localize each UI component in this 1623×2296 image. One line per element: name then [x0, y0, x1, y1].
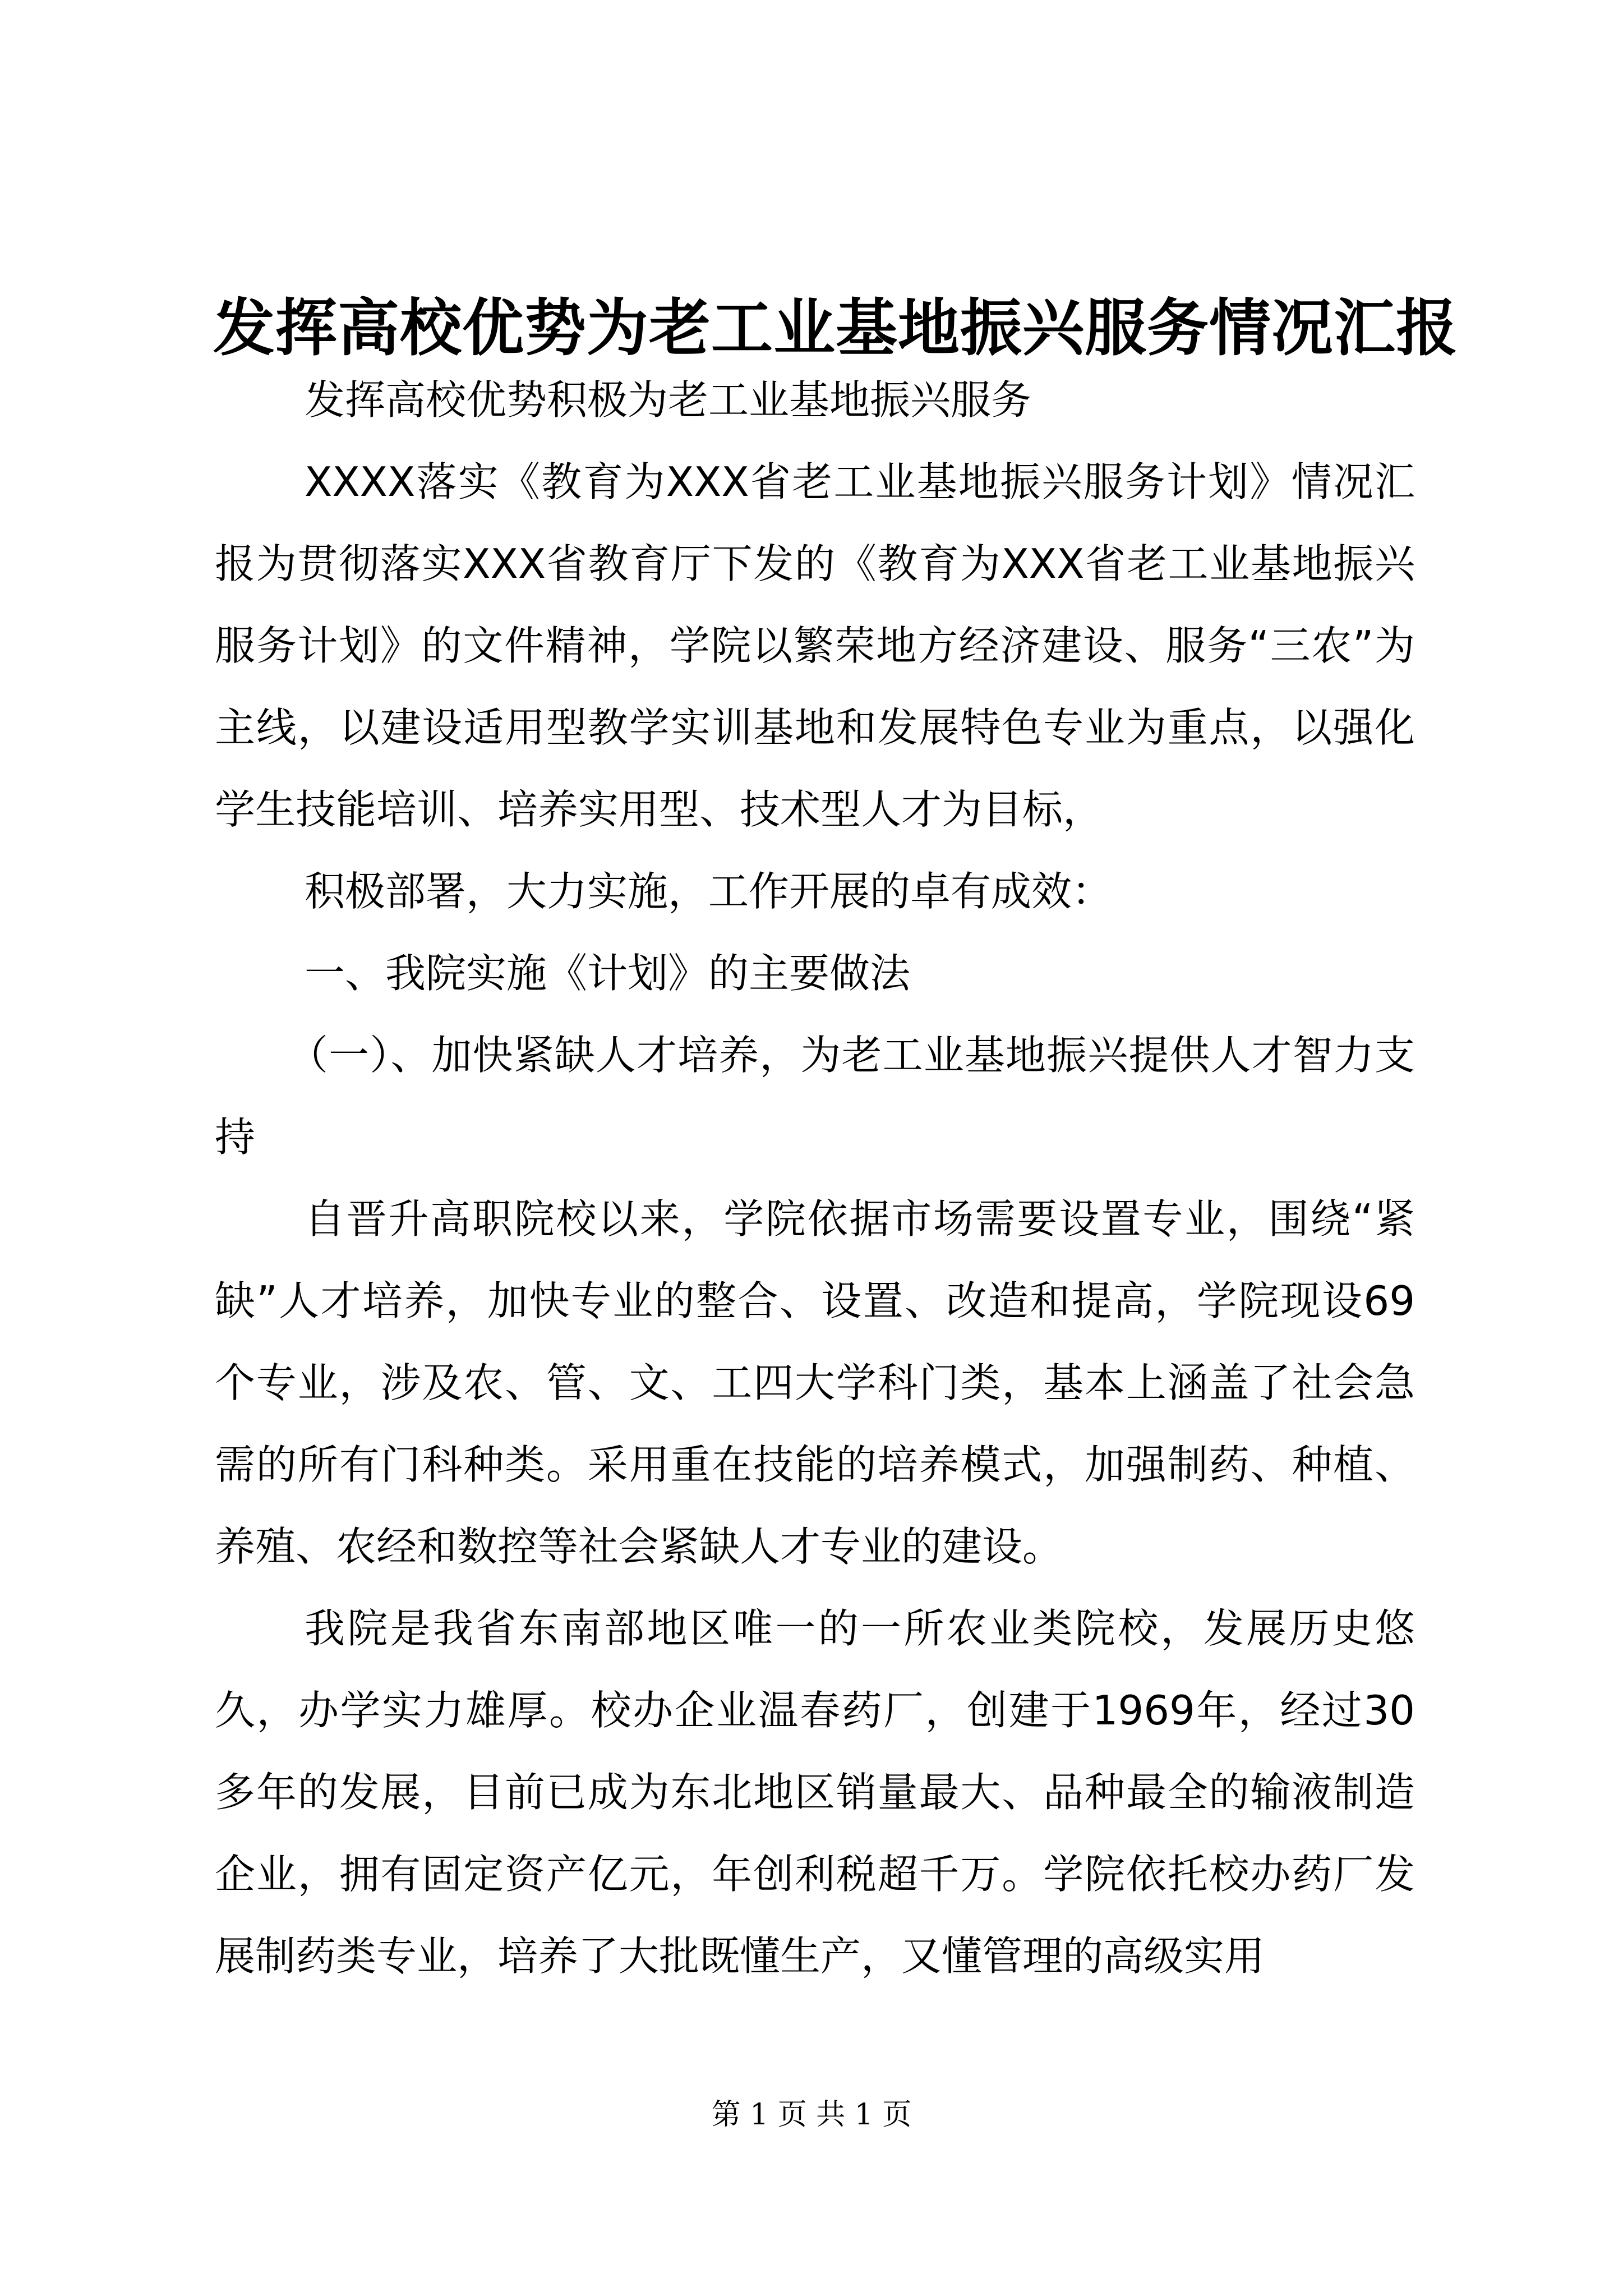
paragraph-deployment: 积极部署，大力实施，工作开展的卓有成效：: [305, 868, 1113, 915]
document-body: [215, 359, 1415, 1997]
paragraph-subtitle: 发挥高校优势积极为老工业基地振兴服务: [305, 376, 1032, 424]
page-number-footer: 第 1 页 共 1 页: [711, 2098, 912, 2132]
section-heading-1: 一、我院实施《计划》的主要做法: [305, 950, 911, 997]
subsection-heading-1: （一）、加快紧缺人才培养，为老工业基地振兴提供人才智力支持: [215, 1032, 1415, 1161]
document-title: 发挥高校优势为老工业基地振兴服务情况汇报: [213, 292, 1458, 364]
paragraph-programs: 自晋升高职院校以来，学院依据市场需要设置专业，围绕“紧缺”人才培养，加快专业的整合、设置、改造和提高，学院现设69个专业，涉及农、管、文、工四大学科门类，基本上涵盖了社会急需的所有门科种类。采用重在技能的培养模式，加强制药、种植、养殖、农经和数控等社会紧缺人才专业的建设。: [215, 1195, 1415, 1570]
paragraph-history: 我院是我省东南部地区唯一的一所农业类院校，发展历史悠久，办学实力雄厚。校办企业温春药厂，创建于1969年，经过30多年的发展，目前已成为东北地区销量最大、品种最全的输液制造企业，拥有固定资产亿元，年创利税超千万。学院依托校办药厂发展制药类专业，培养了大批既懂生产，又懂管理的高级实用: [215, 1605, 1415, 1980]
paragraph-intro: XXXX落实《教育为XXX省老工业基地振兴服务计划》情况汇报为贯彻落实XXX省教育厅下发的《教育为XXX省老工业基地振兴服务计划》的文件精神，学院以繁荣地方经济建设、服务“三农”为主线，以建设适用型教学实训基地和发展特色专业为重点，以强化学生技能培训、培养实用型、技术型人才为目标，: [215, 458, 1415, 833]
